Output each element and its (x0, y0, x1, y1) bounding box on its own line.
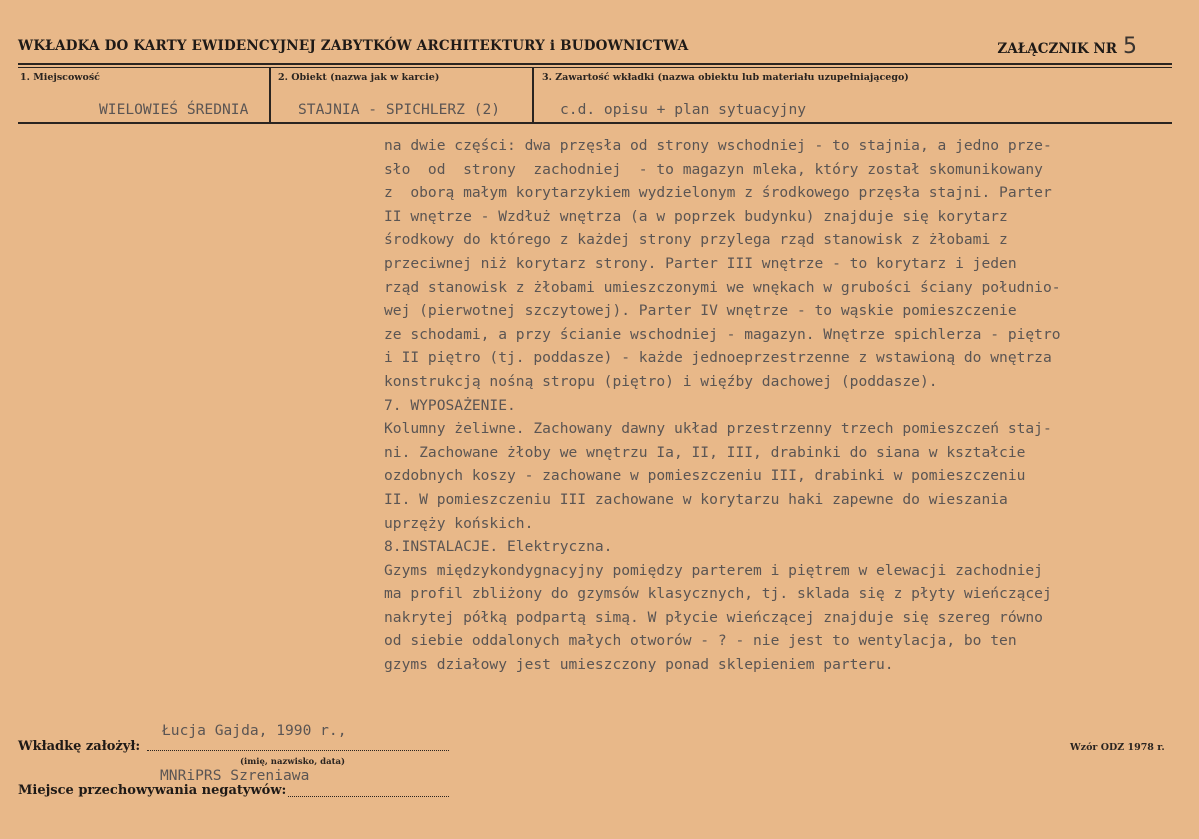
section-heading: 7. WYPOSAŻENIE. (384, 396, 516, 414)
body-line: sło od strony zachodniej - to magazyn mleka, który został skomunikowany (384, 160, 1043, 178)
body-line: ze schodami, a przy ścianie wschodniej - magazyn. Wnętrze spichlerza - piętro (384, 325, 1061, 343)
form-title: WKŁADKA DO KARTY EWIDENCYJNEJ ZABYTKÓW ARCHITEKTURY i BUDOWNICTWA (18, 38, 689, 54)
author-hint: (imię, nazwisko, data) (240, 757, 346, 767)
annex-label-text: ZAŁĄCZNIK NR (997, 41, 1117, 57)
body-line: uprzęży końskich. (384, 514, 534, 532)
author-label: Wkładkę założył: (18, 739, 141, 754)
annex-number: 5 (1123, 34, 1137, 59)
storage-value: MNRiPRS Szreniawa (160, 767, 310, 784)
content-value: c.d. opisu + plan sytuacyjny (560, 101, 807, 118)
author-dotline (147, 750, 449, 751)
body-line: wej (pierwotnej szczytowej). Parter IV wnętrze - to wąskie pomieszczenie (384, 302, 1017, 320)
storage-dotline (288, 796, 449, 797)
body-line: środkowy do którego z każdej strony przylega rząd stanowisk z żłobami z (384, 231, 1008, 249)
header-rule-top (18, 63, 1172, 65)
body-line: nakrytej półką podpartą simą. W płycie wieńczącej znajduje się szereg równo (384, 608, 1043, 626)
body-line: konstrukcją nośną stropu (piętro) i więźby dachowej (poddasze). (384, 372, 938, 390)
body-line: od siebie oddalonych małych otworów - ? - nie jest to wentylacja, bo ten (384, 632, 1017, 650)
storage-label: Miejsce przechowywania negatywów: (18, 783, 287, 798)
body-line: II wnętrze - Wzdłuż wnętrza (a w poprzek budynku) znajduje się korytarz (384, 207, 1008, 225)
body-line: II. W pomieszczeniu III zachowane w korytarzu haki zapewne do wieszania (384, 490, 1008, 508)
body-line: ozdobnych koszy - zachowane w pomieszczeniu III, drabinki w pomieszczeniu (384, 467, 1026, 485)
header-rule-top-thin (18, 67, 1172, 68)
locality-value: WIELOWIEŚ ŚREDNIA (99, 101, 249, 118)
body-line: przeciwnej niż korytarz strony. Parter III wnętrze - to korytarz i jeden (384, 254, 1017, 272)
object-value: STAJNIA - SPICHLERZ (2) (298, 101, 501, 118)
content-label: 3. Zawartość wkładki (nazwa obiektu lub materiału uzupełniającego) (542, 72, 909, 83)
body-line: gzyms działowy jest umieszczony ponad sklepieniem parteru. (384, 656, 894, 674)
object-label: 2. Obiekt (nazwa jak w karcie) (278, 72, 440, 83)
annex-label (997, 34, 1137, 59)
field-divider-1 (269, 67, 271, 123)
body-line: ma profil zbliżony do gzymsów klasycznych, tj. sklada się z płyty wieńczącej (384, 585, 1052, 603)
form-id: Wzór ODZ 1978 r. (1070, 742, 1165, 753)
body-line: na dwie części: dwa przęsła od strony wschodniej - to stajnia, a jedno prze- (384, 137, 1052, 154)
section-heading: 8.INSTALACJE. Elektryczna. (384, 538, 613, 556)
body-line: i II piętro (tj. poddasze) - każde jednoeprzestrzenne z wstawioną do wnętrza (384, 349, 1052, 367)
description-body (384, 134, 1174, 677)
locality-label: 1. Miejscowość (20, 72, 100, 83)
header-rule-bottom (18, 122, 1172, 124)
body-line: Gzyms międzykondygnacyjny pomiędzy parterem i piętrem w elewacji zachodniej (384, 561, 1043, 579)
field-divider-2 (532, 67, 534, 123)
body-line: rząd stanowisk z żłobami umieszczonymi we wnękach w grubości ściany południo- (384, 278, 1061, 296)
body-line: Kolumny żeliwne. Zachowany dawny układ przestrzenny trzech pomieszczeń staj- (384, 420, 1052, 438)
author-value: Łucja Gajda, 1990 r., (162, 722, 347, 739)
body-line: ni. Zachowane żłoby we wnętrzu Ia, II, III, drabinki do siana w kształcie (384, 443, 1026, 461)
body-line: z oborą małym korytarzykiem wydzielonym z środkowego przęsła stajni. Parter (384, 184, 1052, 202)
